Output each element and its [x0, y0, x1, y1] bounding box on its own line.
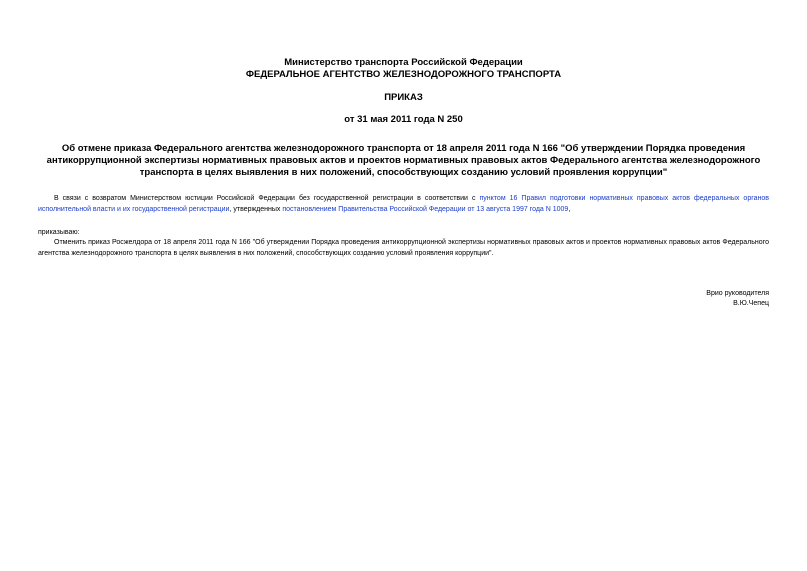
- preamble-text-1: В связи с возвратом Министерством юстиции Российской Федерации без государственной регистрации в соответствии с: [54, 195, 480, 202]
- signer-name: В.Ю.Чепец: [733, 300, 769, 307]
- agency-name: ФЕДЕРАЛЬНОЕ АГЕНТСТВО ЖЕЛЕЗНОДОРОЖНОГО ТРАНСПОРТА: [245, 69, 562, 80]
- ministry-name: Министерство транспорта Российской Федерации: [284, 57, 523, 68]
- preamble-paragraph: [38, 193, 769, 215]
- order-paragraph: Отменить приказ Росжелдора от 18 апреля 2011 года N 166 "Об утверждении Порядка проведения антикоррупционной экспертизы нормативных правовых актов и проектов нормативных правовых актов Федерального агентства железнодорожного транспорта в целях выявления в них положений, способствующих созданию условий проявления коррупции".: [38, 239, 769, 257]
- signer-position: Врио руководителя: [706, 290, 769, 297]
- preamble-text-2: , утвержденных: [229, 206, 283, 213]
- document-date: от 31 мая 2011 года N 250: [344, 114, 463, 125]
- orders-label: приказываю:: [38, 229, 80, 236]
- document-title: Об отмене приказа Федерального агентства железнодорожного транспорта от 18 апреля 2011 года N 166 "Об утверждении Порядка проведения антикоррупционной экспертизы нормативных правовых актов и проектов нормативных правовых актов Федерального агентства железнодорожного транспорта в целях выявления в них положений, способствующих созданию условий проявления коррупции": [46, 143, 761, 178]
- preamble-text-3: ,: [568, 206, 571, 213]
- document-type: ПРИКАЗ: [384, 92, 423, 103]
- government-resolution-link[interactable]: постановлением Правительства Российской Федерации от 13 августа 1997 года N 1009: [282, 206, 569, 213]
- rules-point-16-link[interactable]: пунктом 16 Правил подготовки нормативных правовых актов федеральных органов исполнительной власти и их государственной регистрации: [38, 195, 769, 213]
